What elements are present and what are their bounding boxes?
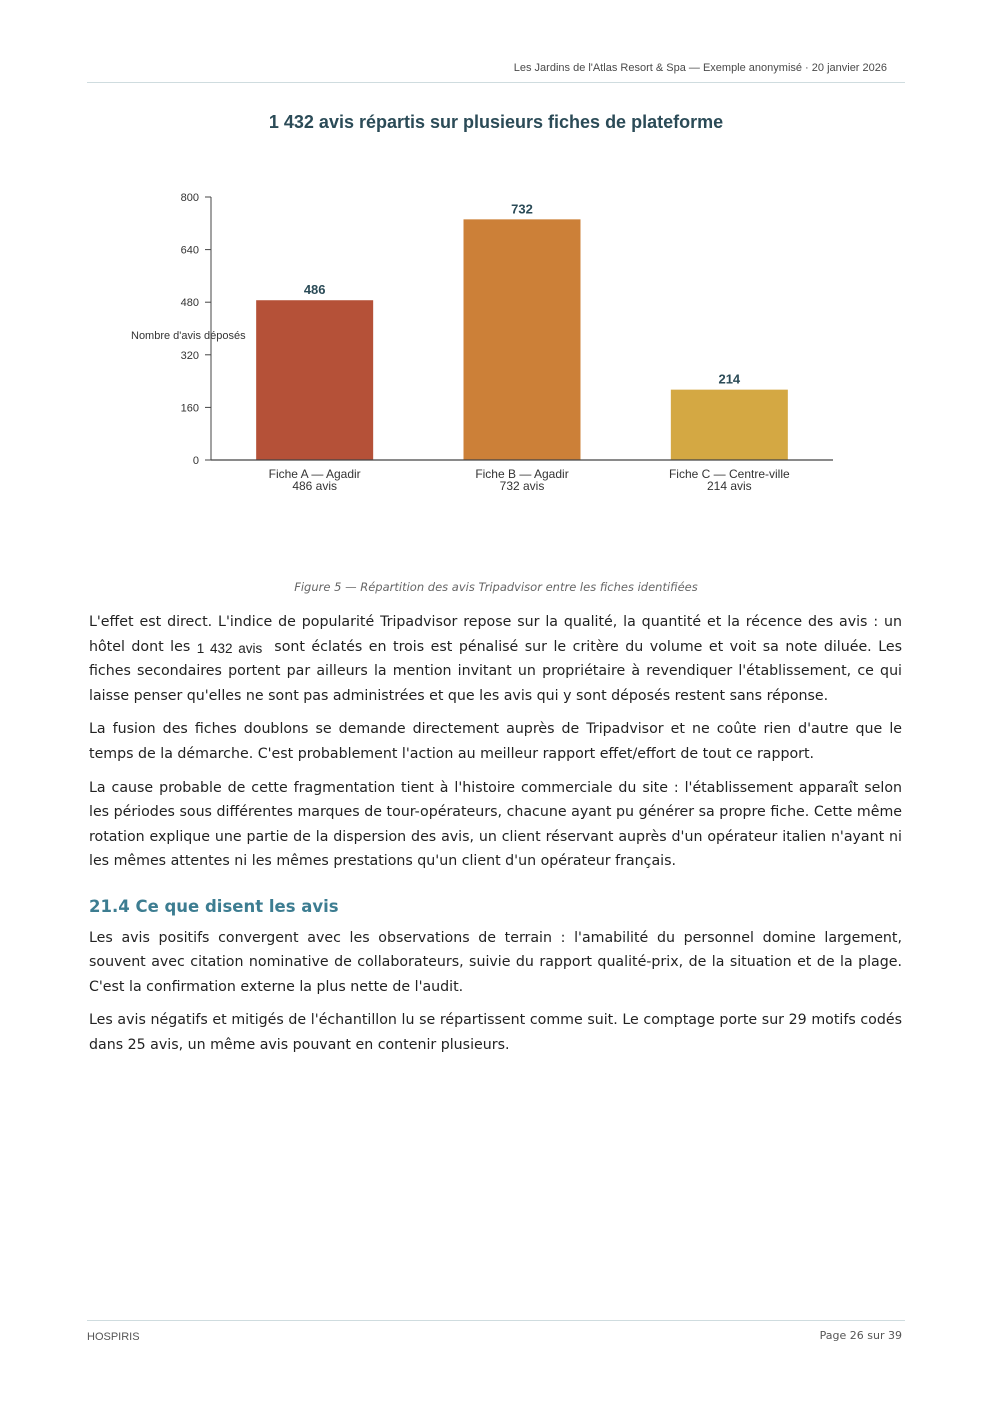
x-tick-label: 732 avis <box>499 479 545 493</box>
y-tick-label: 640 <box>180 244 199 257</box>
body-text <box>89 610 902 1067</box>
bar-chart <box>0 150 992 570</box>
y-axis-label: Nombre d'avis déposés <box>131 330 246 342</box>
bar-value-label: 732 <box>511 201 533 217</box>
bar <box>671 390 788 460</box>
x-tick-label: 486 avis <box>292 479 338 493</box>
bar-value-label: 214 <box>718 371 741 387</box>
paragraph-2: La fusion des fiches doublons se demande directement auprès de Tripadvisor et ne coûte rien d'autre que le temps de la démarche. C'est probablement l'action au meilleur rapport effet/effort de tout ce rapport. <box>89 721 902 762</box>
page-footer <box>87 1320 905 1343</box>
bar <box>464 219 581 460</box>
section-heading: 21.4 Ce que disent les avis <box>89 896 339 916</box>
paragraph-1-start: L'effet est direct. L'indice de popularité Tripadvisor repose sur la qualité, la quantité et la récence des avis : un hôtel dont les <box>89 614 902 655</box>
y-tick-label: 0 <box>192 455 199 467</box>
y-tick-label: 160 <box>180 402 199 415</box>
x-tick-label: Fiche B — Agadir <box>475 467 569 481</box>
header-text: Les Jardins de l'Atlas Resort & Spa — Exemple anonymisé · 20 janvier 2026 <box>513 62 887 74</box>
paragraph-4: Les avis positifs convergent avec les observations de terrain : l'amabilité du personnel domine largement, souvent avec citation nominative de collaborateurs, suivie du rapport qualité-prix, de la situation et de la plage. C'est la confirmation externe la plus nette de l'audit. <box>89 929 902 995</box>
page-header <box>87 60 905 83</box>
x-tick-label: 214 avis <box>706 479 752 493</box>
page-number: Page 26 sur 39 <box>819 1329 902 1342</box>
paragraph-3: La cause probable de cette fragmentation tient à l'histoire commerciale du site : l'établissement apparaît selon les périodes sous différentes marques de tour-opérateurs, chacune ayant pu générer sa propre fiche. Cette même rotation explique une partie de la dispersion des avis, un client réservant auprès d'un opérateur italien n'ayant ni les mêmes attentes ni les mêmes prestations qu'un client d'un opérateur français. <box>89 779 902 870</box>
y-tick-label: 480 <box>180 297 199 310</box>
bar-value-label: 486 <box>303 282 326 298</box>
paragraph-1-end: sont éclatés en trois est pénalisé sur le critère du volume et voit sa note diluée. Les fiches secondaires portent par ailleurs la mention invitant un propriétaire à revendiquer l'établissement, ce qui laisse penser qu'elles ne sont pas administrées et que les avis qui y sont déposés restent sans réponse. <box>89 638 902 704</box>
footer-brand: HOSPIRIS <box>87 1331 140 1343</box>
paragraph-5: Les avis négatifs et mitigés de l'échantillon lu se répartissent comme suit. Le comptage porte sur 29 motifs codés dans 25 avis, un même avis pouvant en contenir plusieurs. <box>89 1012 902 1053</box>
figure-caption: Figure 5 — Répartition des avis Tripadvisor entre les fiches identifiées <box>294 580 698 594</box>
chart-title: 1 432 avis répartis sur plusieurs fiches de plateforme <box>268 112 724 132</box>
bar <box>256 300 373 460</box>
x-tick-label: Fiche A — Agadir <box>268 467 361 481</box>
y-tick-label: 320 <box>180 349 199 362</box>
x-tick-label: Fiche C — Centre-ville <box>668 467 790 481</box>
y-tick-label: 800 <box>180 192 199 204</box>
paragraph-1 <box>89 610 902 708</box>
inline-review-count: 1 432 avis <box>196 640 263 656</box>
